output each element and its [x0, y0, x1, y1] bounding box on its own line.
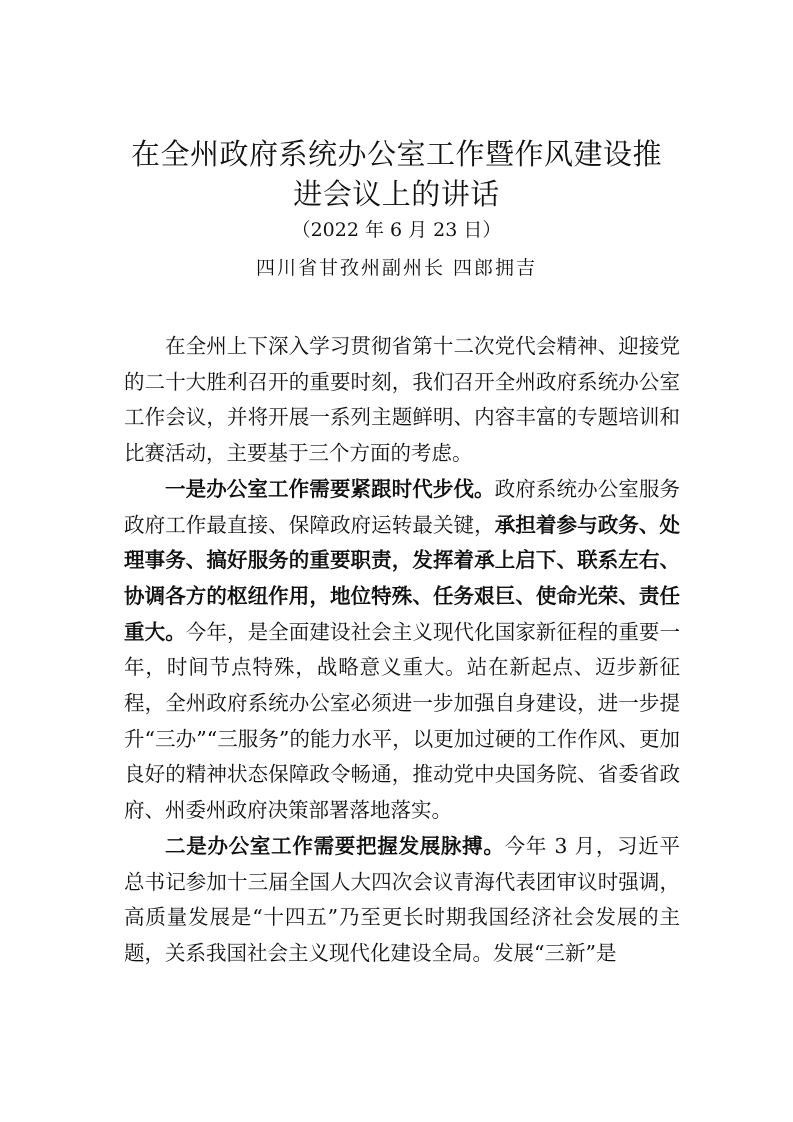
title-line-1: 在全州政府系统办公室工作暨作风建设推	[130, 137, 662, 171]
paragraph-intro	[124, 329, 680, 472]
paragraph-text: 在全州上下深入学习贯彻省第十二次党代会精神、迎接党的二十大胜利召开的重要时刻，我们召开全州政府系统办公室工作会议，并将开展一系列主题鲜明、内容丰富的专题培训和比赛活动，主要基于三个方面的考虑。	[124, 334, 680, 466]
paragraph-text: 今年 3 月，习近平总书记参加十三届全国人大四次会议青海代表团审议时强调，高质量发展是“十四五”乃至更长时期我国经济社会发展的主题，关系我国社会主义现代化建设全局。发展“三新”是	[124, 833, 681, 965]
paragraph-text: 政府系统办公室服务政府工作最直接、保障政府运转最关键，	[124, 476, 681, 537]
paragraph-lead-heading: 一是办公室工作需要紧跟时代步伐。	[165, 476, 495, 501]
title-line-2: 进会议上的讲话	[293, 177, 500, 211]
paragraph-text: 今年，是全面建设社会主义现代化国家新征程的重要一年，时间节点特殊，战略意义重大。站在新起点、迈步新征程，全州政府系统办公室必须进一步加强自身建设，进一步提升“三办”“三服务”的能力水平，以更加过硬的工作作风、更加良好的精神状态保障政令畅通，推动党中央国务院、省委省政府、州委州政府决策部署落地落实。	[124, 619, 681, 823]
speaker-byline: 四川省甘孜州副州长 四郎拥吉	[255, 257, 538, 279]
paragraph-point-one	[124, 472, 680, 829]
paragraph-emphasis: 承担着参与政务、处理事务、搞好服务的重要职责，发挥着承上启下、联系左右、协调各方的枢纽作用，地位特殊、任务艰巨、使命光荣、责任重大。	[124, 512, 681, 644]
document-body	[124, 329, 680, 972]
paragraph-point-two	[124, 829, 680, 972]
document-title	[100, 134, 693, 214]
speech-date: （2022 年 6 月 23 日）	[291, 219, 502, 241]
paragraph-lead-heading: 二是办公室工作需要把握发展脉搏。	[165, 833, 505, 858]
